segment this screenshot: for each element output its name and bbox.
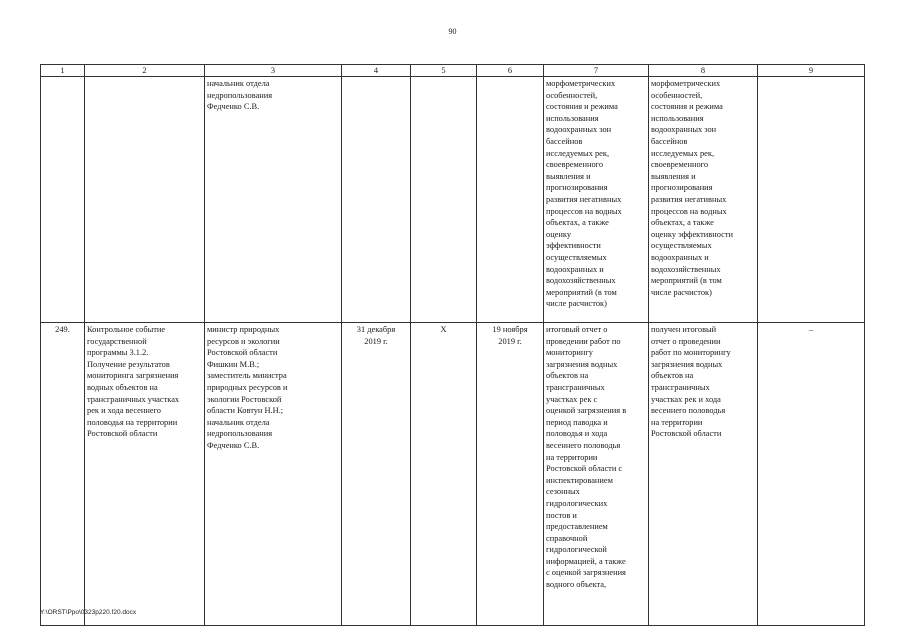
- col5-cell: [411, 77, 477, 323]
- column-header-5: 5: [411, 65, 477, 77]
- notes-cell: –: [758, 323, 865, 626]
- column-header-4: 4: [342, 65, 411, 77]
- event-cell: Контрольное событие государственной программы 3.1.2. Получение результатов мониторинга загрязнения водных объектов на трансграничных участках рек и хода весеннего половодья на территории Ростовской области: [85, 323, 205, 626]
- row-number-cell: 249.: [41, 323, 85, 626]
- actual-date-cell: [477, 77, 544, 323]
- footer-file-path: Y:\ORST\Ppo\0323p220.f20.docx: [40, 609, 137, 616]
- col5-cell: Х: [411, 323, 477, 626]
- planned-date-cell: [342, 77, 411, 323]
- event-cell: [85, 77, 205, 323]
- column-header-2: 2: [85, 65, 205, 77]
- actual-result-cell: морфометрических особенностей, состояния и режима использования водоохранных зон бассейнов исследуемых рек, своевременного выявления и прогнозирования развития негативных процессов на водных объектах, а также оценку эффективности осуществляемых водоохранных и водохозяйственных мероприятий (в том числе расчисток): [649, 77, 758, 323]
- column-header-7: 7: [544, 65, 649, 77]
- planned-date-cell: 31 декабря 2019 г.: [342, 323, 411, 626]
- column-header-9: 9: [758, 65, 865, 77]
- notes-cell: [758, 77, 865, 323]
- table-row: [41, 77, 865, 323]
- column-header-1: 1: [41, 65, 85, 77]
- responsible-cell: министр природных ресурсов и экологии Ростовской области Фишкин М.В.; заместитель министра природных ресурсов и экологии Ростовской области Ковтун Н.Н.; начальник отдела недропользования Федченко С.В.: [205, 323, 342, 626]
- responsible-cell: начальник отдела недропользования Федченко С.В.: [205, 77, 342, 323]
- column-number-header-row: [41, 65, 865, 77]
- actual-date-cell: 19 ноября 2019 г.: [477, 323, 544, 626]
- report-table: [40, 64, 865, 626]
- column-header-6: 6: [477, 65, 544, 77]
- row-number-cell: [41, 77, 85, 323]
- actual-result-cell: получен итоговый отчет о проведении работ по мониторингу загрязнения водных объектов на трансграничных участках рек и хода весеннего половодья на территории Ростовской области: [649, 323, 758, 626]
- table-row: [41, 323, 865, 626]
- column-header-3: 3: [205, 65, 342, 77]
- expected-result-cell: морфометрических особенностей, состояния и режима использования водоохранных зон бассейнов исследуемых рек, своевременного выявления и прогнозирования развития негативных процессов на водных объектах, а также оценку эффективности осуществляемых водоохранных и водохозяйственных мероприятий (в том числе расчисток): [544, 77, 649, 323]
- column-header-8: 8: [649, 65, 758, 77]
- page-number: 90: [448, 27, 457, 36]
- expected-result-cell: итоговый отчет о проведении работ по мониторингу загрязнения водных объектов на трансграничных участках рек с оценкой загрязнения в период паводка и половодья и хода весеннего половодья на территории Ростовской области с инспектированием сезонных гидрологических постов и предоставлением справочной гидрологической информацией, а также с оценкой загрязнения водного объекта,: [544, 323, 649, 626]
